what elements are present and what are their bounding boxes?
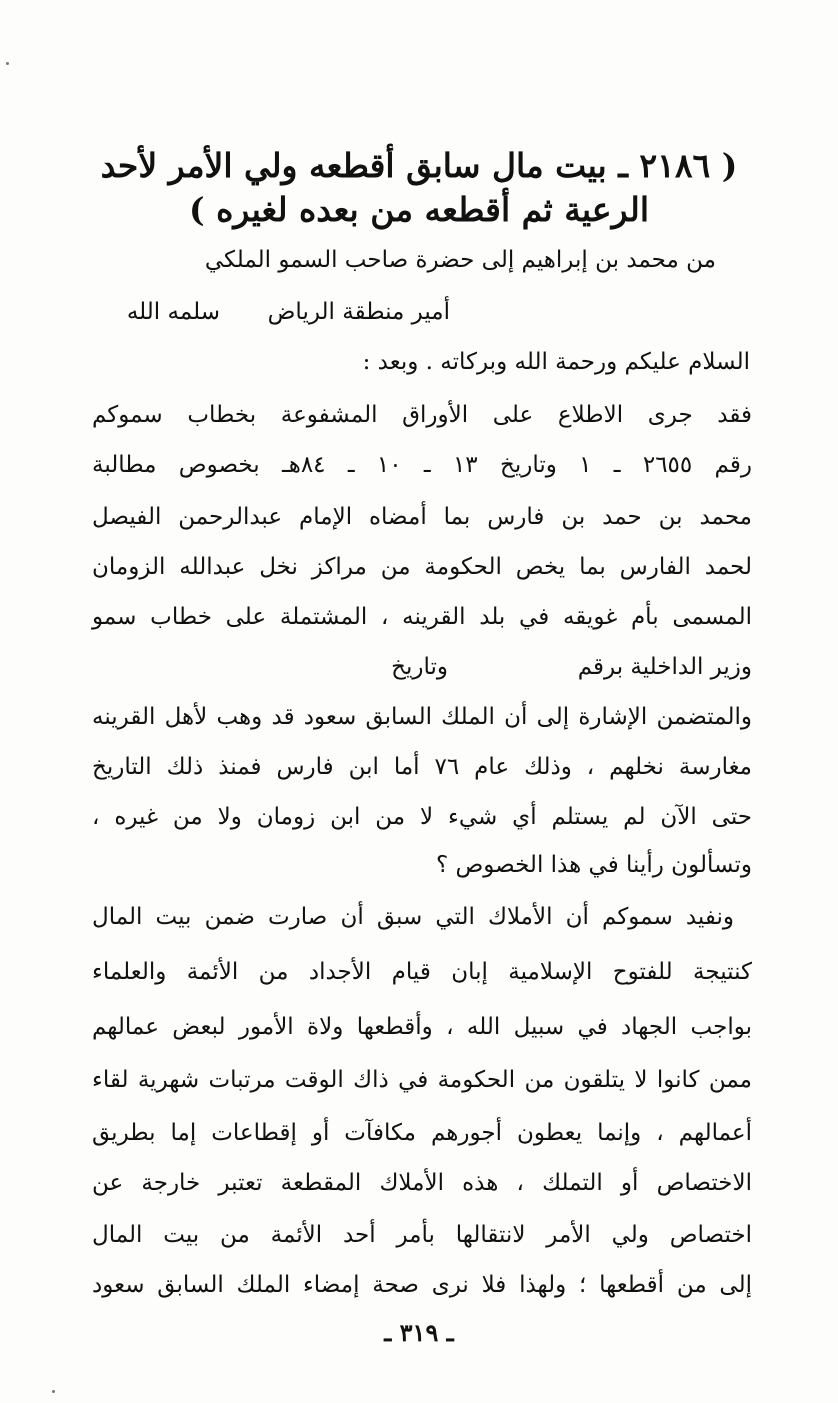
section-title-line-2: الرعية ثم أقطعه من بعده لغيره ) [188,190,650,229]
paragraph-1-line-1: فقد جرى الاطلاع على الأوراق المشفوعة بخطاب سموكم [92,402,752,428]
paragraph-2-line-4: ممن كانوا لا يتلقون من الحكومة في ذاك الوقت مرتبات شهرية لقاء [92,1067,752,1093]
date-label: وتاريخ [391,654,448,680]
letter-addressee: أمير منطقة الرياض [267,299,450,325]
paragraph-1-line-5: المسمى بأم غويقه في بلد القرينه ، المشتملة على خطاب سمو [92,604,752,630]
minister-reference: وزير الداخلية برقم [577,654,752,680]
paragraph-1-line-3: محمد بن حمد بن فارس بما أمضاه الإمام عبدالرحمن الفيصل [92,504,752,530]
page-number: ـ ٣١٩ ـ [384,1318,454,1347]
paragraph-1-line-8: حتى الآن لم يستلم أي شيء لا من ابن زومان ولا من غيره ، [92,804,752,830]
paragraph-2-line-7: اختصاص ولي الأمر لانتقالها بأمر أحد الأئمة من بيت المال [92,1222,752,1248]
paragraph-1-line-2: رقم ٢٦٥٥ ـ ١ وتاريخ ١٣ ـ ١٠ ـ ٨٤هـ بخصوص مطالبة [92,452,752,478]
paragraph-2-line-3: بواجب الجهاد في سبيل الله ، وأقطعها ولاة الأمور لبعض عمالهم [92,1014,752,1040]
scan-speck [52,1390,55,1393]
paragraph-2-line-2: كنتيجة للفتوح الإسلامية إبان قيام الأجداد من الأئمة والعلماء [92,959,752,985]
paragraph-2-line-1: ونفيد سموكم أن الأملاك التي سبق أن صارت ضمن بيت المال [92,904,734,930]
paragraph-1-line-9: وتسألون رأينا في هذا الخصوص ؟ [435,852,752,878]
paragraph-1-line-6: والمتضمن الإشارة إلى أن الملك السابق سعود قد وهب لأهل القرينه [92,704,752,730]
letter-greeting: السلام عليكم ورحمة الله وبركاته . وبعد : [362,349,750,375]
paragraph-2-line-6: الاختصاص أو التملك ، هذه الأملاك المقطعة تعتبر خارجة عن [92,1170,752,1196]
paragraph-2-line-8: إلى من أقطعها ؛ ولهذا فلا نرى صحة إمضاء الملك السابق سعود [92,1272,752,1298]
paragraph-1-line-4: لحمد الفارس بما يخص الحكومة من مراكز نخل عبدالله الزومان [92,554,752,580]
scan-speck [6,62,9,65]
section-title-line-1: ( ٢١٨٦ ـ بيت مال سابق أقطعه ولي الأمر لأحد [100,146,738,185]
letter-blessing: سلمه الله [126,299,220,325]
letter-from-line: من محمد بن إبراهيم إلى حضرة صاحب السمو الملكي [204,247,716,273]
paragraph-2-line-5: أعمالهم ، وإنما يعطون أجورهم مكافآت أو إقطاعات إما بطريق [92,1120,752,1146]
paragraph-1-line-7: مغارسة نخلهم ، وذلك عام ٧٦ أما ابن فارس فمنذ ذلك التاريخ [92,754,752,780]
